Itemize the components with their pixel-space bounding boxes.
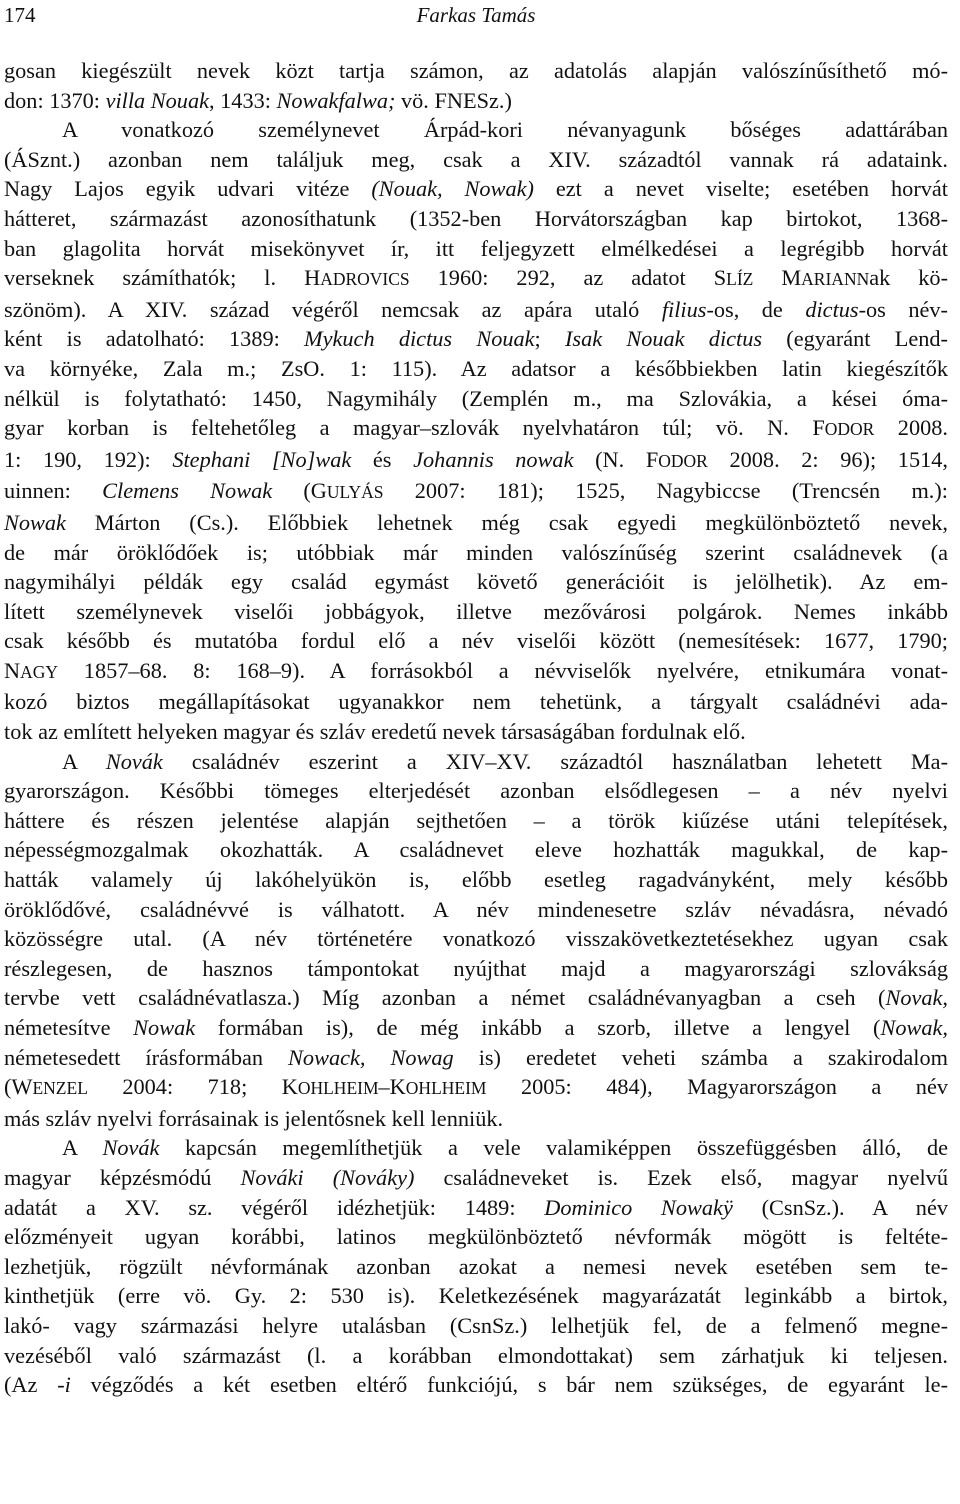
- text-line: [4, 263, 948, 295]
- text-run: verseknek számíthatók; l. H: [4, 265, 321, 291]
- text-run: közösségre utal. (A név történetére vonatkozó visszakövetkeztetésekhez ugyan csak: [4, 926, 948, 952]
- text-line: [4, 1222, 948, 1252]
- text-run: 2007: 181); 1525, Nagybiccse (Trencsén m.):: [383, 478, 948, 504]
- text-run: (ÁSznt.) azonban nem találjuk meg, csak a XIV. századtól vannak rá adataink.: [4, 146, 948, 172]
- italic-text: -i: [57, 1372, 71, 1398]
- running-title: Farkas Tamás: [416, 3, 536, 27]
- text-run: nélkül is folytatható: 1450, Nagymihály (Zemplén m., ma Szlovákia, a kései óma-: [4, 385, 948, 411]
- small-caps-text: ENZEL: [32, 1078, 88, 1099]
- text-run: -os, de: [706, 296, 806, 322]
- italic-text: Clemens Nowak: [102, 478, 273, 504]
- text-run: adatát a XV. sz. végéről idézhetjük: 1489:: [4, 1194, 545, 1220]
- text-run: vezéséből való származást (l. a korábban elmondottakat) sem zárhatjuk ki teljesen.: [4, 1342, 948, 1368]
- text-run: (Az: [4, 1372, 58, 1398]
- text-run: de már öröklődőek is; utóbbiak már minden valószínűség szerint családnevek (a: [4, 539, 948, 565]
- text-line: [4, 1013, 948, 1043]
- text-run: németesítve: [4, 1015, 134, 1040]
- text-run: háttere és részen jelentése alapján sejthetően – a török kiűzése utáni telepítések,: [4, 807, 948, 833]
- text-line: [4, 354, 948, 384]
- text-run: (N. F: [573, 446, 659, 472]
- italic-text: Mykuch dictus Nouak: [304, 326, 535, 352]
- italic-text: Dominico Nowakÿ: [544, 1194, 733, 1220]
- italic-text: Isak Nouak dictus: [564, 326, 763, 352]
- text-line: [4, 1281, 948, 1311]
- small-caps-text: ADROVICS: [320, 269, 410, 290]
- text-line: [4, 445, 948, 477]
- text-run: népességmozgalmak okozhatták. A családnevet eleve hozhatták magukkal, de kap-: [4, 837, 948, 863]
- text-line: [4, 1370, 948, 1400]
- text-line: [4, 924, 948, 954]
- italic-text: Nowakfalwa;: [276, 87, 396, 113]
- text-line: [4, 508, 948, 538]
- text-run: –K: [378, 1074, 406, 1100]
- page-header: [4, 0, 948, 34]
- italic-text: villa Nouak: [105, 87, 209, 113]
- text-line: [4, 384, 948, 414]
- small-caps-text: OHLHEIM: [297, 1078, 379, 1099]
- text-run: hátteret, származást azonosíthatunk (1352-ben Horvátországban kap birtokot, 1368-: [4, 205, 948, 231]
- text-line: [4, 776, 948, 806]
- text-run: kinthetjük (erre vö. Gy. 2: 530 is). Keletkezésének magyarázatát leginkább a birtok,: [4, 1283, 948, 1309]
- text-run: Márton (Cs.). Előbbiek lehetnek még csak egyedi megkülönböztető nevek,: [65, 509, 948, 535]
- page-number: 174: [4, 3, 36, 27]
- italic-text: Johannis nowak: [413, 446, 574, 472]
- text-run: vö. FNESz.): [395, 87, 512, 113]
- text-line: [4, 324, 948, 354]
- text-line: [4, 656, 948, 688]
- small-caps-text: ULYÁS: [326, 482, 384, 503]
- text-line: [4, 687, 948, 717]
- text-line: [4, 626, 948, 656]
- text-line: [4, 86, 948, 116]
- italic-text: Nowack, Nowag: [288, 1044, 454, 1070]
- text-line: [4, 1193, 948, 1223]
- small-caps-text: LÍZ: [726, 269, 754, 290]
- text-line: [4, 145, 948, 175]
- text-run: tervbe vett családnévatlasza.) Míg azonban a német családnévanyagban a cseh (: [4, 985, 886, 1011]
- text-run: lakó- vagy származási helyre utalásban (CsnSz.) lelhetjük fel, de a felmenő megne-: [4, 1312, 948, 1338]
- text-line: [4, 234, 948, 264]
- text-run: családneveket is. Ezek első, magyar nyelvű: [414, 1164, 948, 1190]
- text-run: N: [4, 657, 21, 683]
- text-line: [4, 204, 948, 234]
- text-run: hatták valamely új lakóhelyükön is, előbb esetleg ragadványként, mely később: [4, 867, 948, 893]
- italic-text: Nowak: [133, 1015, 196, 1040]
- text-line: [4, 538, 948, 568]
- italic-text: (Nouak, Nowak): [371, 176, 534, 202]
- text-line: [4, 865, 948, 895]
- body-text: [4, 56, 948, 1400]
- small-caps-text: AGY: [20, 661, 59, 682]
- text-run: (CsnSz.). A név: [732, 1194, 948, 1220]
- text-run: végződés a két esetben eltérő funkciójú, s bár nem szükséges, de egyaránt le-: [70, 1372, 948, 1398]
- text-run: csak később és mutatóba fordul elő a név viselői között (nemesítések: 1677, 1790;: [4, 628, 948, 654]
- text-run: (egyaránt Lend-: [762, 326, 948, 352]
- text-line: [4, 983, 948, 1013]
- text-run: szönöm). A XIV. század végéről nemcsak az apára utaló: [4, 296, 662, 322]
- text-run: 1857–68. 8: 168–9). A forrásokból a névviselők nyelvére, etnikumára vonat-: [58, 657, 948, 683]
- text-run: ként is adatolható: 1389:: [4, 326, 305, 352]
- text-run: öröklődővé, családnévvé is válhatott. A név mindenesetre szláv névadásra, névadó: [4, 896, 948, 922]
- text-run: más szláv nyelvi forrásainak is jelentősnek kell lenniük.: [4, 1105, 504, 1131]
- text-line: [4, 295, 948, 325]
- text-run: ak kö-: [869, 265, 948, 291]
- text-run: gyar korban is feltehetőleg a magyar–szlovák nyelvhatáron túl; vö. N. F: [4, 415, 825, 441]
- text-run: lezhetjük, rögzült névformának azonban azokat a nemesi nevek esetében sem te-: [4, 1253, 948, 1279]
- text-line: [4, 567, 948, 597]
- text-run: (G: [272, 478, 327, 504]
- italic-text: Nowak,: [880, 1015, 948, 1040]
- text-line: [4, 413, 948, 445]
- text-run: magyar képzésmódú: [4, 1164, 241, 1190]
- text-run: lített személynevek viselői jobbágyok, illetve mezővárosi polgárok. Nemes inkább: [4, 598, 948, 624]
- text-line: [4, 115, 948, 145]
- text-line: [4, 174, 948, 204]
- text-run: is) eredetet veheti számba a szakirodalom: [453, 1044, 948, 1070]
- text-run: kozó biztos megállapításokat ugyanakkor nem tehetünk, a tárgyalt családnévi ada-: [4, 689, 948, 715]
- text-run: 2005: 484), Magyarországon a név: [486, 1074, 948, 1100]
- text-run: és: [351, 446, 414, 472]
- text-run: 2004: 718; K: [87, 1074, 298, 1100]
- text-line: [4, 1133, 948, 1163]
- text-line: [4, 1163, 948, 1193]
- text-run: ezt a nevet viselte; esetében horvát: [533, 176, 948, 202]
- text-line: [4, 1104, 948, 1134]
- text-run: va környéke, Zala m.; ZsO. 1: 115). Az adatsor a későbbiekben latin kiegészítők: [4, 355, 948, 381]
- text-run: részlegesen, de hasznos támpontokat nyújthat majd a magyarországi szlovákság: [4, 955, 948, 981]
- text-line: [4, 56, 948, 86]
- text-line: [4, 954, 948, 984]
- text-run: kapcsán megemlíthetjük a vele valamiképpen összefüggésben álló, de: [159, 1135, 948, 1161]
- text-run: don: 1370:: [4, 87, 106, 113]
- italic-text: Nováki (Nováky): [240, 1164, 415, 1190]
- text-run: 2008. 2: 96); 1514,: [707, 446, 948, 472]
- text-line: [4, 1072, 948, 1104]
- italic-text: Nowak: [4, 509, 66, 535]
- text-line: [4, 747, 948, 777]
- text-run: gyarországon. Későbbi tömeges elterjedését azonban elsődlegesen – a név nyelvi: [4, 778, 948, 804]
- text-line: [4, 835, 948, 865]
- text-run: ;: [534, 326, 565, 352]
- italic-text: dictus: [805, 296, 859, 322]
- text-run: formában is), de még inkább a szorb, illetve a lengyel (: [195, 1015, 881, 1040]
- italic-text: filius: [661, 296, 707, 322]
- text-run: 2008.: [874, 415, 948, 441]
- text-run: 1: 190, 192):: [4, 446, 173, 472]
- text-line: [4, 1341, 948, 1371]
- small-caps-text: ODOR: [824, 419, 875, 440]
- italic-text: Novák: [102, 1135, 160, 1161]
- text-line: [4, 717, 948, 747]
- text-line: [4, 1311, 948, 1341]
- text-run: A: [62, 748, 106, 774]
- text-run: -os név-: [858, 296, 948, 322]
- text-run: 1960: 292, az adatot S: [409, 265, 727, 291]
- italic-text: Stephani [No]wak: [172, 446, 352, 472]
- text-run: M: [753, 265, 802, 291]
- text-line: [4, 1043, 948, 1073]
- text-run: németesedett írásformában: [4, 1044, 289, 1070]
- text-run: A: [62, 1135, 103, 1161]
- text-line: [4, 597, 948, 627]
- text-run: tok az említett helyeken magyar és szláv eredetű nevek társaságában fordulnak elő.: [4, 719, 746, 745]
- text-run: uinnen:: [4, 478, 103, 504]
- text-run: előzményeit ugyan korábbi, latinos megkülönböztető névformák mögött is feltéte-: [4, 1224, 948, 1250]
- text-run: A vonatkozó személynevet Árpád-kori névanyagunk bőséges adattárában: [62, 117, 948, 143]
- small-caps-text: ARIANN: [801, 269, 870, 290]
- text-run: családnév eszerint a XIV–XV. századtól használatban lehetett Ma-: [162, 748, 949, 774]
- italic-text: Novak,: [885, 985, 948, 1011]
- text-line: [4, 806, 948, 836]
- small-caps-text: ODOR: [658, 450, 708, 471]
- text-run: Nagy Lajos egyik udvari vitéze: [4, 176, 372, 202]
- text-line: [4, 1252, 948, 1282]
- italic-text: Novák: [105, 748, 163, 774]
- text-run: (W: [4, 1074, 33, 1100]
- text-run: gosan kiegészült nevek közt tartja számon, az adatolás alapján valószínűsíthető mó-: [4, 58, 948, 83]
- text-run: , 1433:: [209, 87, 277, 113]
- text-line: [4, 476, 948, 508]
- small-caps-text: OHLHEIM: [405, 1078, 487, 1099]
- text-run: ban glagolita horvát misekönyvet ír, itt feljegyzett elmélkedései a legrégibb horvát: [4, 235, 948, 261]
- text-line: [4, 895, 948, 925]
- text-run: nagymihályi példák egy család egymást követő generációit is jelölhetik). Az em-: [4, 569, 948, 595]
